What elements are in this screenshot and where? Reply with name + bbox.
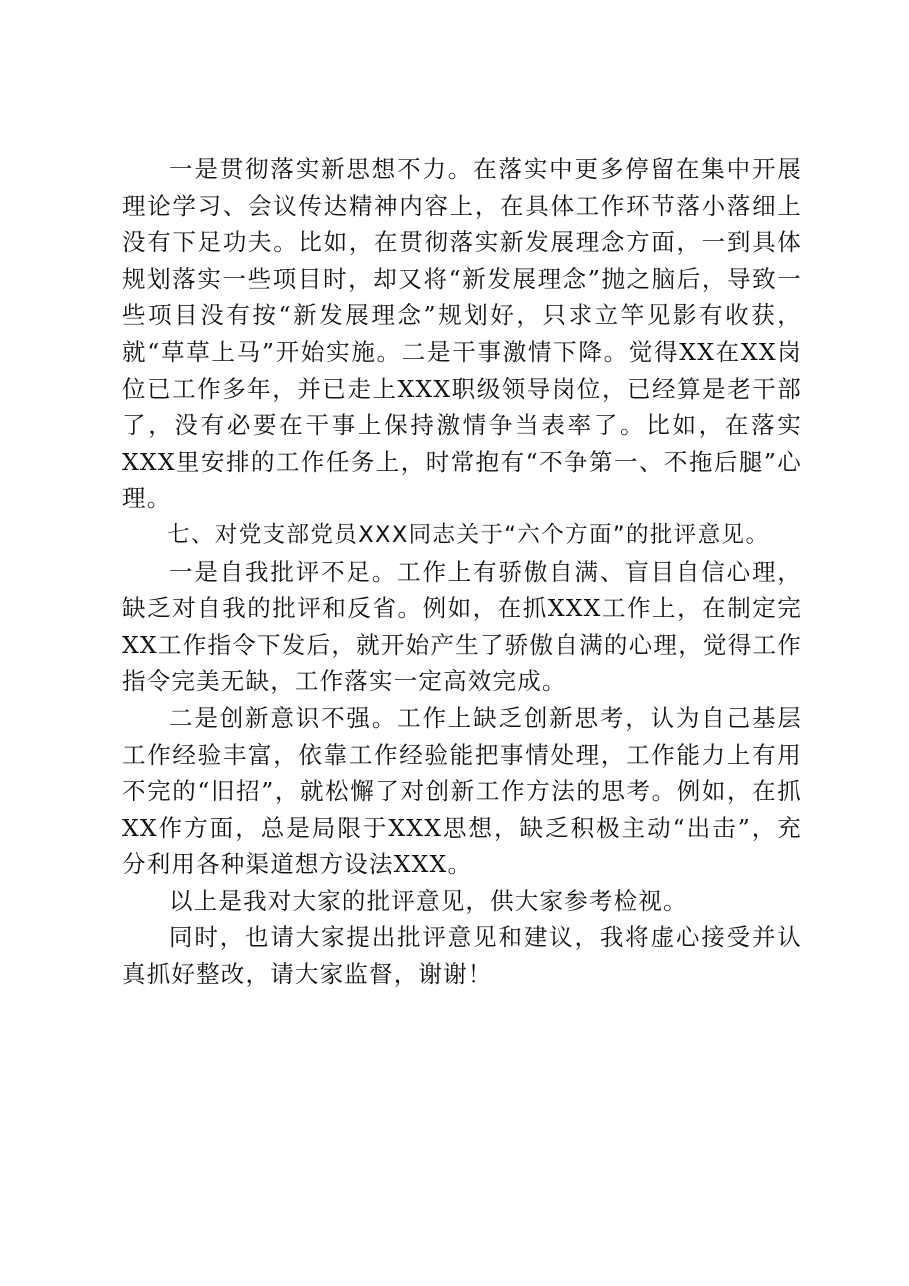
paragraph-3: 二是创新意识不强。工作上缺乏创新思考，认为自己基层工作经验丰富，依靠工作经验能把事情处理，工作能力上有用不完的“旧招”，就松懈了对创新工作方法的思考。例如，在抓XX作方面，总是局限于XXX思想，缺乏积极主动“出击”，充分利用各种渠道想方设法XXX。 [122,703,802,879]
paragraph-2: 一是自我批评不足。工作上有骄傲自满、盲目自信心理，缺乏对自我的批评和反省。例如，在抓XXX工作上，在制定完XX工作指令下发后，就开始产生了骄傲自满的心理，觉得工作指令完美无缺，工作落实一定高效完成。 [122,557,802,696]
section-heading: 七、对党支部党员XXX同志关于“六个方面”的批评意见。 [167,521,770,548]
paragraph-4: 以上是我对大家的批评意见，供大家参考检视。 [169,886,688,915]
paragraph-1: 一是贯彻落实新思想不力。在落实中更多停留在集中开展理论学习、会议传达精神内容上，在具体工作环节落小落细上没有下足功夫。比如，在贯彻落实新发展理念方面，一到具体规划落实一些项目时，却又将“新发展理念”抛之脑后，导致一些项目没有按“新发展理念”规划好，只求立竿见影有收获，就“草草上马”开始实施。二是干事激情下降。觉得XX在XX岗位已工作多年，并已走上XXX职级领导岗位，已经算是老干部了，没有必要在干事上保持激情争当表率了。比如，在落实XXX里安排的工作任务上，时常抱有“不争第一、不拖后腿”心理。 [122,155,802,513]
paragraph-5: 同时，也请大家提出批评意见和建议，我将虚心接受并认真抓好整改，请大家监督，谢谢！ [122,923,802,989]
document-body [122,151,802,993]
